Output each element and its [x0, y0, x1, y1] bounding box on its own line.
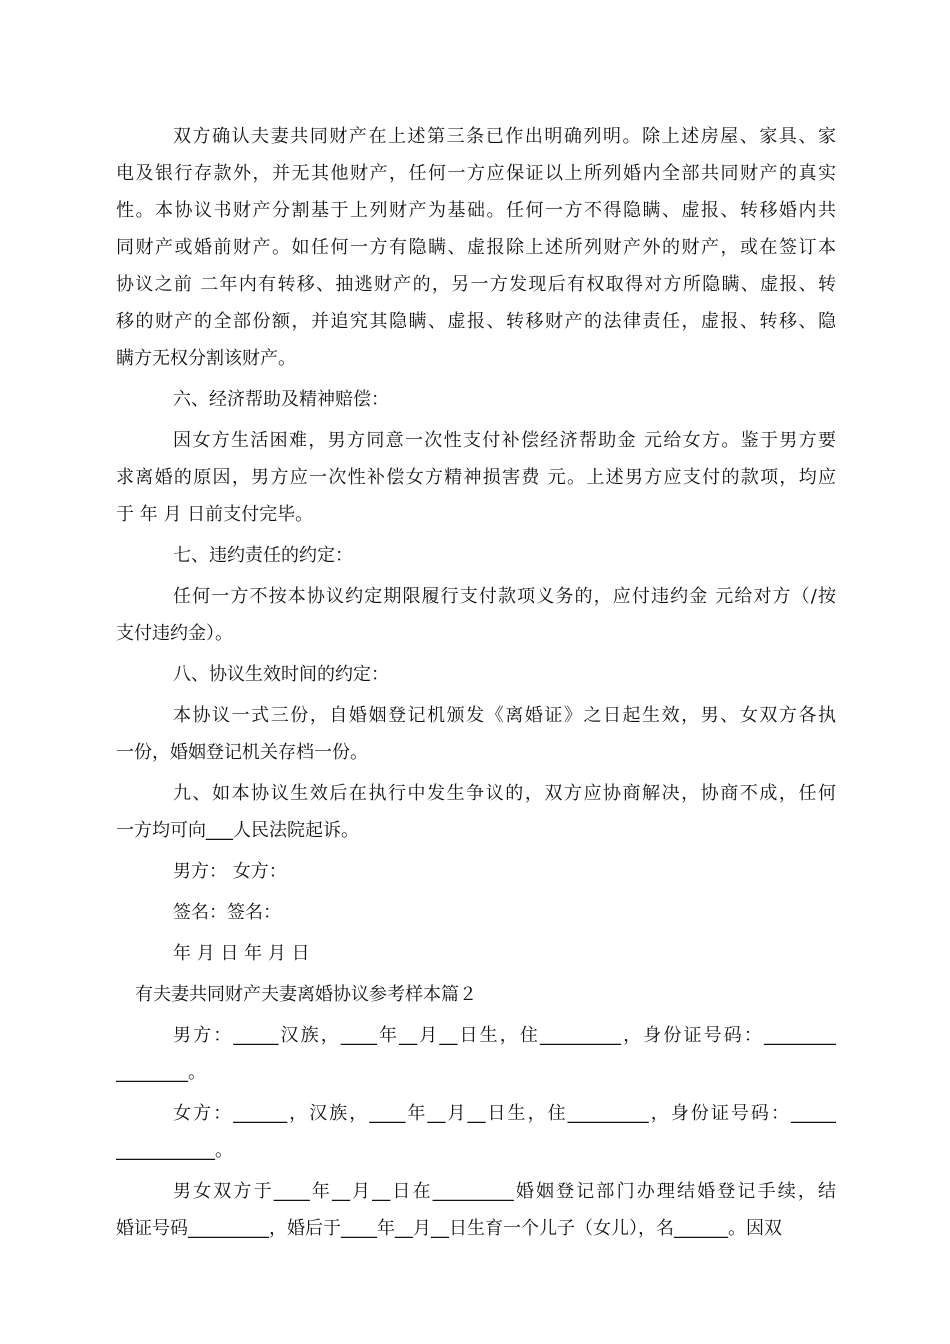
text-line: 瞒方无权分割该财产。	[116, 348, 296, 369]
text-line: 八、协议生效时间的约定：	[173, 664, 389, 685]
text-line: 支付违约金）。	[116, 623, 233, 644]
text-line: 婚证号码_________，婚后于____年__月__日生育一个儿子（女儿），名______。因双	[116, 1218, 782, 1239]
text-line: 本协议一式三份，自婚姻登记机颁发《离婚证》之日起生效，男、女双方各执	[173, 705, 836, 726]
text-line: 签名：签名：	[173, 902, 281, 923]
text-line: 男女双方于____年__月__日在_________婚姻登记部门办理结婚登记手续，结	[173, 1181, 836, 1202]
text-line: 六、经济帮助及精神赔偿：	[173, 389, 389, 410]
paragraph-h6	[116, 381, 836, 418]
paragraph-s3	[116, 935, 836, 972]
text-line: 移的财产的全部份额，并追究其隐瞒、虚报、转移财产的法律责任，虚报、转移、隐	[116, 311, 836, 332]
text-line: 男方： 女方：	[173, 861, 287, 882]
text-line: 于 年 月 日前支付完毕。	[116, 504, 314, 525]
text-line: 一份，婚姻登记机关存档一份。	[116, 742, 368, 763]
text-line: 双方确认夫妻共同财产在上述第三条已作出明确列明。除上述房屋、家具、家	[173, 126, 836, 147]
paragraph-s2	[116, 894, 836, 931]
paragraph-h8	[116, 656, 836, 693]
paragraph-h7	[116, 537, 836, 574]
text-line: ___________。	[116, 1140, 233, 1161]
text-line: 年 月 日 年 月 日	[173, 943, 310, 964]
text-line: 男方：_____汉族，____年__月__日生，住_________，身份证号码：________	[173, 1025, 836, 1046]
text-line: 任何一方不按本协议约定期限履行支付款项义务的，应付违约金 元给对方（/按	[173, 586, 836, 607]
text-line: 求离婚的原因，男方应一次性补偿女方精神损害费 元。上述男方应支付的款项，均应	[116, 467, 836, 488]
paragraph-p1	[116, 118, 836, 377]
paragraph-s1	[116, 853, 836, 890]
text-line: 一方均可向___人民法院起诉。	[116, 820, 359, 841]
text-line: 女方：______，汉族，____年__月__日生，住_________，身份证号码：_____	[173, 1103, 836, 1124]
text-line: 电及银行存款外，并无其他财产，任何一方应保证以上所列婚内全部共同财产的真实	[116, 163, 836, 184]
paragraph-p7	[116, 578, 836, 652]
text-line: 性。本协议书财产分割基于上列财产为基础。任何一方不得隐瞒、虚报、转移婚内共	[116, 200, 836, 221]
document-body	[116, 118, 836, 1251]
text-line: 同财产或婚前财产。如任何一方有隐瞒、虚报除上述所列财产外的财产，或在签订本	[116, 237, 836, 258]
text-line: 七、违约责任的约定：	[173, 545, 353, 566]
text-line: 九、如本协议生效后在执行中发生争议的，双方应协商解决，协商不成，任何	[173, 783, 836, 804]
paragraph-mar	[116, 1173, 836, 1247]
text-line: 因女方生活困难，男方同意一次性支付补偿经济帮助金 元给女方。鉴于男方要	[173, 430, 836, 451]
text-line: 协议之前 二年内有转移、抽逃财产的，另一方发现后有权取得对方所隐瞒、虚报、转	[116, 274, 836, 295]
paragraph-f	[116, 1095, 836, 1169]
text-line: 有夫妻共同财产夫妻离婚协议参考样本篇２	[135, 984, 477, 1005]
text-line: ________。	[116, 1062, 206, 1083]
paragraph-p9	[116, 775, 836, 849]
paragraph-m	[116, 1017, 836, 1091]
paragraph-p8	[116, 697, 836, 771]
paragraph-p6	[116, 422, 836, 533]
paragraph-title2	[116, 976, 836, 1013]
